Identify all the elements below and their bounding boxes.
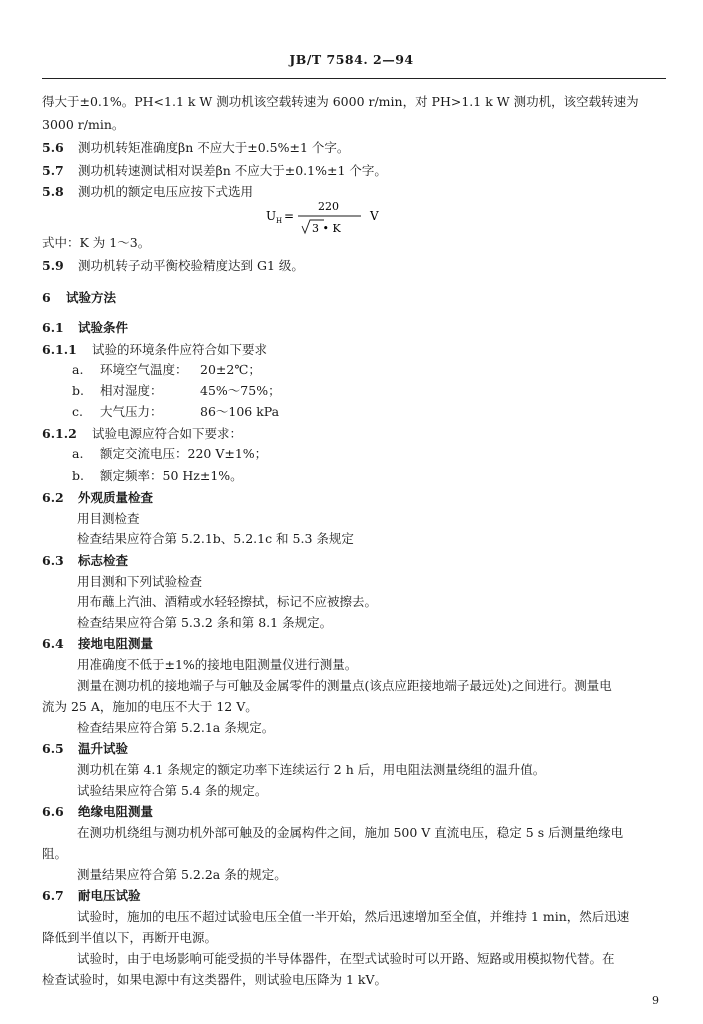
section-title: 耐电压试验 [78, 888, 141, 903]
clause-number: 6.1.1 [42, 342, 77, 357]
paragraph-line: 试验时，施加的电压不超过试验电压全值一半开始，然后迅速增加至全值，并维持 1 min，然后迅速 [77, 909, 630, 924]
clause-number: 6.1.2 [42, 426, 77, 441]
paragraph-line: 检查结果应符合第 5.2.1b、5.2.1c 和 5.3 条规定 [77, 531, 354, 546]
section-number: 6 [42, 290, 51, 305]
paragraph-line: 阻。 [42, 846, 68, 861]
clause-number: 5.6 [42, 140, 64, 155]
section-title: 绝缘电阻测量 [78, 804, 154, 819]
paragraph-line: 用目测和下列试验检查 [77, 574, 203, 589]
paragraph-line: 测量结果应符合第 5.2.2a 条的规定。 [77, 867, 287, 882]
formula-numerator: 220 [318, 200, 339, 213]
list-item-value: 20±2℃； [200, 362, 261, 377]
section-title: 温升试验 [78, 741, 129, 756]
list-item-key: b. [72, 468, 84, 483]
clause-number: 5.7 [42, 163, 64, 178]
paragraph-line: 用布蘸上汽油、酒精或水轻轻擦拭，标记不应被擦去。 [77, 594, 378, 609]
paragraph-line: 试验结果应符合第 5.4 条的规定。 [77, 783, 268, 798]
paragraph-line: 流为 25 A，施加的电压不大于 12 V。 [42, 699, 258, 714]
section-number: 6.2 [42, 490, 64, 505]
section-6-6-heading [42, 804, 153, 820]
list-item-label: 相对湿度： [100, 383, 163, 398]
list-item [72, 383, 281, 399]
header-rule [42, 78, 666, 79]
section-6-4-heading [42, 636, 153, 652]
section-6-2-heading [42, 490, 153, 506]
formula-equals: = [284, 209, 295, 223]
list-item [72, 404, 279, 420]
clause-5-6 [42, 140, 349, 156]
paragraph-line: 用目测检查 [77, 511, 140, 526]
section-6-heading [42, 290, 116, 306]
formula-denominator: 3 • K [312, 222, 341, 235]
clause-text: 测功机的额定电压应按下式选用 [78, 184, 254, 199]
section-6-5-heading [42, 741, 128, 757]
list-item-label: 环境空气温度： [100, 362, 188, 377]
page-number: 9 [652, 994, 659, 1007]
section-number: 6.6 [42, 804, 64, 819]
paragraph-line: 测量在测功机的接地端子与可触及金属零件的测量点(该点应距接地端子最远处)之间进行。测量电 [77, 678, 612, 693]
formula-note: 式中：K 为 1～3。 [42, 235, 151, 250]
section-number: 6.7 [42, 888, 64, 903]
formula-lhs: U [266, 209, 277, 223]
clause-6-1-1 [42, 342, 267, 358]
section-title: 标志检查 [78, 553, 129, 568]
clause-text: 测功机转速测试相对误差βn 不应大于±0.1%±1 个字。 [78, 163, 387, 178]
paragraph-line: 测功机在第 4.1 条规定的额定功率下连续运行 2 h 后，用电阻法测量绕组的温升值。 [77, 762, 546, 777]
paragraph-line: 3000 r/min。 [42, 117, 125, 132]
list-item-value: 86～106 kPa [200, 404, 280, 419]
section-title: 试验条件 [78, 320, 129, 335]
clause-5-9 [42, 258, 304, 274]
paragraph-line: 降低到半值以下，再断开电源。 [42, 930, 218, 945]
section-6-7-heading [42, 888, 141, 904]
clause-5-8 [42, 184, 253, 200]
section-number: 6.4 [42, 636, 64, 651]
paragraph-line: 用准确度不低于±1%的接地电阻测量仪进行测量。 [77, 657, 358, 672]
list-item-label: 大气压力： [100, 404, 163, 419]
list-item-value: 45%～75%； [200, 383, 281, 398]
formula-unit: V [370, 209, 379, 223]
section-title: 试验方法 [66, 290, 117, 305]
section-6-3-heading [42, 553, 128, 569]
section-number: 6.3 [42, 553, 64, 568]
section-title: 外观质量检查 [78, 490, 154, 505]
paragraph-line: 检查结果应符合第 5.3.2 条和第 8.1 条规定。 [77, 615, 333, 630]
clause-text: 试验的环境条件应符合如下要求 [92, 342, 268, 357]
clause-number: 5.9 [42, 258, 64, 273]
section-title: 接地电阻测量 [78, 636, 154, 651]
list-item-text: 额定频率：50 Hz±1%。 [100, 468, 243, 483]
list-item-key: a. [72, 446, 84, 461]
list-item-key: b. [72, 383, 84, 398]
paragraph-line: 试验时，由于电场影响可能受损的半导体器件，在型式试验时可以开路、短路或用模拟物代替。在 [77, 951, 615, 966]
section-number: 6.5 [42, 741, 64, 756]
clause-text: 测功机转矩准确度βn 不应大于±0.5%±1 个字。 [78, 140, 350, 155]
list-item-key: c. [72, 404, 83, 419]
paragraph-line: 检查试验时，如果电源中有这类器件，则试验电压降为 1 kV。 [42, 972, 388, 987]
section-6-1-heading [42, 320, 128, 336]
paragraph-line: 在测功机绕组与测功机外部可触及的金属构件之间，施加 500 V 直流电压，稳定 5 s 后测量绝缘电 [77, 825, 624, 840]
list-item-key: a. [72, 362, 84, 377]
list-item [72, 362, 261, 378]
page-header-code: JB/T 7584. 2—94 [289, 52, 414, 67]
clause-5-7 [42, 163, 387, 179]
clause-text: 测功机转子动平衡校验精度达到 G1 级。 [78, 258, 304, 273]
clause-number: 5.8 [42, 184, 64, 199]
clause-6-1-2 [42, 426, 242, 442]
list-item [72, 446, 267, 462]
paragraph-line: 得大于±0.1%。PH<1.1 k W 测功机该空载转速为 6000 r/min，对 PH>1.1 k W 测功机，该空载转速为 [42, 94, 639, 109]
clause-text: 试验电源应符合如下要求： [92, 426, 243, 441]
formula-lhs-sub: H [276, 217, 283, 225]
paragraph-line: 检查结果应符合第 5.2.1a 条规定。 [77, 720, 275, 735]
list-item [72, 468, 243, 484]
section-number: 6.1 [42, 320, 64, 335]
list-item-text: 额定交流电压：220 V±1%； [100, 446, 268, 461]
voltage-formula [266, 196, 386, 238]
